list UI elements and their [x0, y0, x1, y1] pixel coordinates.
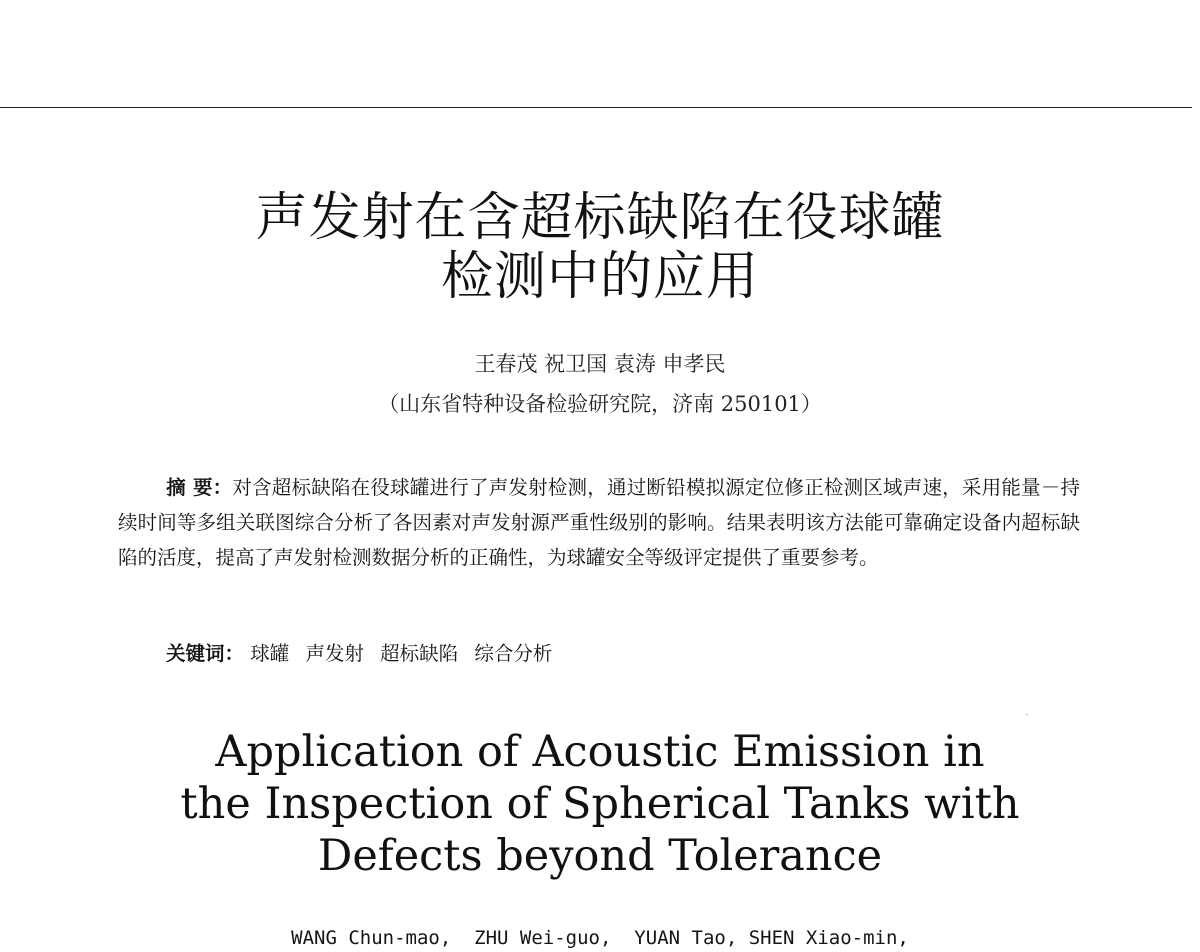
abstract-paragraph [118, 470, 1080, 575]
keywords-line [166, 640, 1066, 668]
keyword-item: 球罐 [250, 642, 290, 665]
scan-speck [1026, 714, 1028, 715]
keyword-item: 超标缺陷 [380, 642, 459, 665]
chinese-title-line-2: 检测中的应用 [440, 247, 759, 307]
english-title-line-3: Defects beyond Tolerance [317, 831, 883, 881]
abstract-label: 摘 要： [166, 476, 233, 499]
english-title-line-2: the Inspection of Spherical Tanks with [180, 779, 1020, 829]
chinese-affiliation: （山东省特种设备检验研究院，济南 250101） [378, 392, 822, 416]
header-rule [0, 107, 1192, 108]
chinese-authors: 王春茂 祝卫国 袁涛 申孝民 [474, 352, 726, 376]
keywords-label: 关键词： [166, 642, 245, 665]
keyword-item: 声发射 [305, 642, 364, 665]
chinese-title-line-1: 声发射在含超标缺陷在役球罐 [255, 188, 945, 248]
keyword-item: 综合分析 [474, 642, 553, 665]
abstract-text: 对含超标缺陷在役球罐进行了声发射检测，通过断铅模拟源定位修正检测区域声速，采用能量－持续时间等多组关联图综合分析了各因素对声发射源严重性级别的影响。结果表明该方法能可靠确定设备内超标缺陷的活度，提高了声发射检测数据分析的正确性，为球罐安全等级评定提供了重要参考。 [118, 476, 1080, 569]
english-title-line-1: Application of Acoustic Emission in [215, 727, 985, 777]
english-authors: WANG Chun-mao, ZHU Wei-guo, YUAN Tao, SHEN Xiao-min, [291, 927, 909, 949]
